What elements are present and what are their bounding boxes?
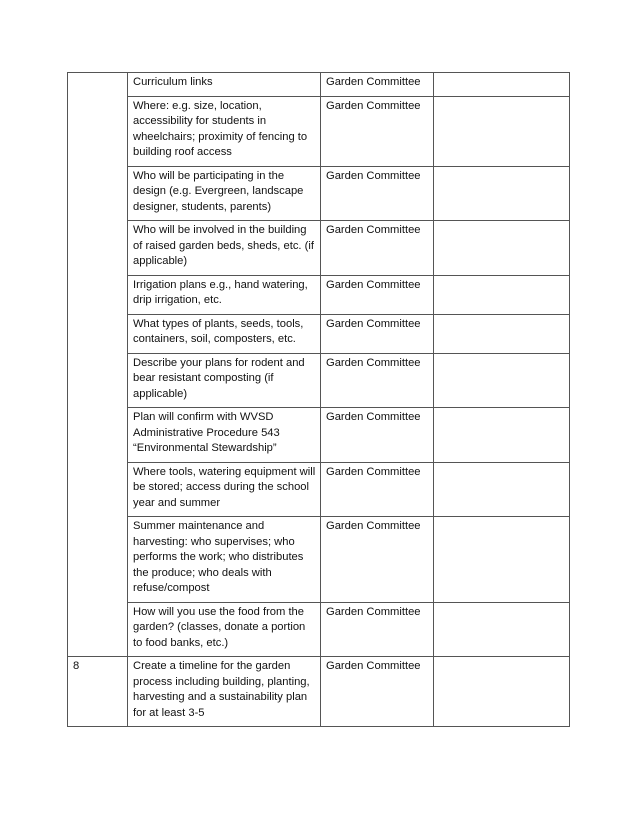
blank-cell (434, 462, 570, 517)
table-row (68, 602, 570, 657)
responsible-cell: Garden Committee (321, 275, 434, 314)
blank-cell (434, 275, 570, 314)
responsible-cell: Garden Committee (321, 221, 434, 276)
task-cell: Where: e.g. size, location, accessibility for students in wheelchairs; proximity of fencing to building roof access (128, 96, 321, 166)
responsible-cell: Garden Committee (321, 517, 434, 603)
task-table (67, 72, 570, 727)
task-cell: What types of plants, seeds, tools, containers, soil, composters, etc. (128, 314, 321, 353)
blank-cell (434, 602, 570, 657)
task-cell: How will you use the food from the garden? (classes, donate a portion to food banks, etc.) (128, 602, 321, 657)
responsible-cell: Garden Committee (321, 462, 434, 517)
responsible-cell: Garden Committee (321, 408, 434, 463)
task-cell: Where tools, watering equipment will be stored; access during the school year and summer (128, 462, 321, 517)
table-row (68, 96, 570, 166)
task-cell: Curriculum links (128, 73, 321, 97)
row-number-cell: 8 (68, 657, 128, 727)
responsible-cell: Garden Committee (321, 166, 434, 221)
responsible-cell: Garden Committee (321, 96, 434, 166)
table-row (68, 166, 570, 221)
blank-cell (434, 657, 570, 727)
table-row (68, 517, 570, 603)
task-cell: Who will be involved in the building of raised garden beds, sheds, etc. (if applicable) (128, 221, 321, 276)
blank-cell (434, 353, 570, 408)
task-cell: Plan will confirm with WVSD Administrative Procedure 543 “Environmental Stewardship” (128, 408, 321, 463)
table-row (68, 314, 570, 353)
responsible-cell: Garden Committee (321, 657, 434, 727)
task-cell: Describe your plans for rodent and bear resistant composting (if applicable) (128, 353, 321, 408)
blank-cell (434, 314, 570, 353)
row-number-cell (68, 73, 128, 657)
task-cell: Create a timeline for the garden process including building, planting, harvesting and a sustainability plan for at least 3-5 (128, 657, 321, 727)
task-cell: Irrigation plans e.g., hand watering, drip irrigation, etc. (128, 275, 321, 314)
table-row (68, 221, 570, 276)
blank-cell (434, 166, 570, 221)
blank-cell (434, 517, 570, 603)
task-table-body (68, 73, 570, 727)
responsible-cell: Garden Committee (321, 314, 434, 353)
table-row (68, 462, 570, 517)
table-row (68, 353, 570, 408)
blank-cell (434, 96, 570, 166)
task-cell: Who will be participating in the design (e.g. Evergreen, landscape designer, students, parents) (128, 166, 321, 221)
blank-cell (434, 221, 570, 276)
table-row (68, 73, 570, 97)
table-row (68, 657, 570, 727)
table-row (68, 275, 570, 314)
blank-cell (434, 73, 570, 97)
blank-cell (434, 408, 570, 463)
responsible-cell: Garden Committee (321, 602, 434, 657)
responsible-cell: Garden Committee (321, 353, 434, 408)
task-cell: Summer maintenance and harvesting: who supervises; who performs the work; who distributes the produce; who deals with refuse/compost (128, 517, 321, 603)
responsible-cell: Garden Committee (321, 73, 434, 97)
table-row (68, 408, 570, 463)
